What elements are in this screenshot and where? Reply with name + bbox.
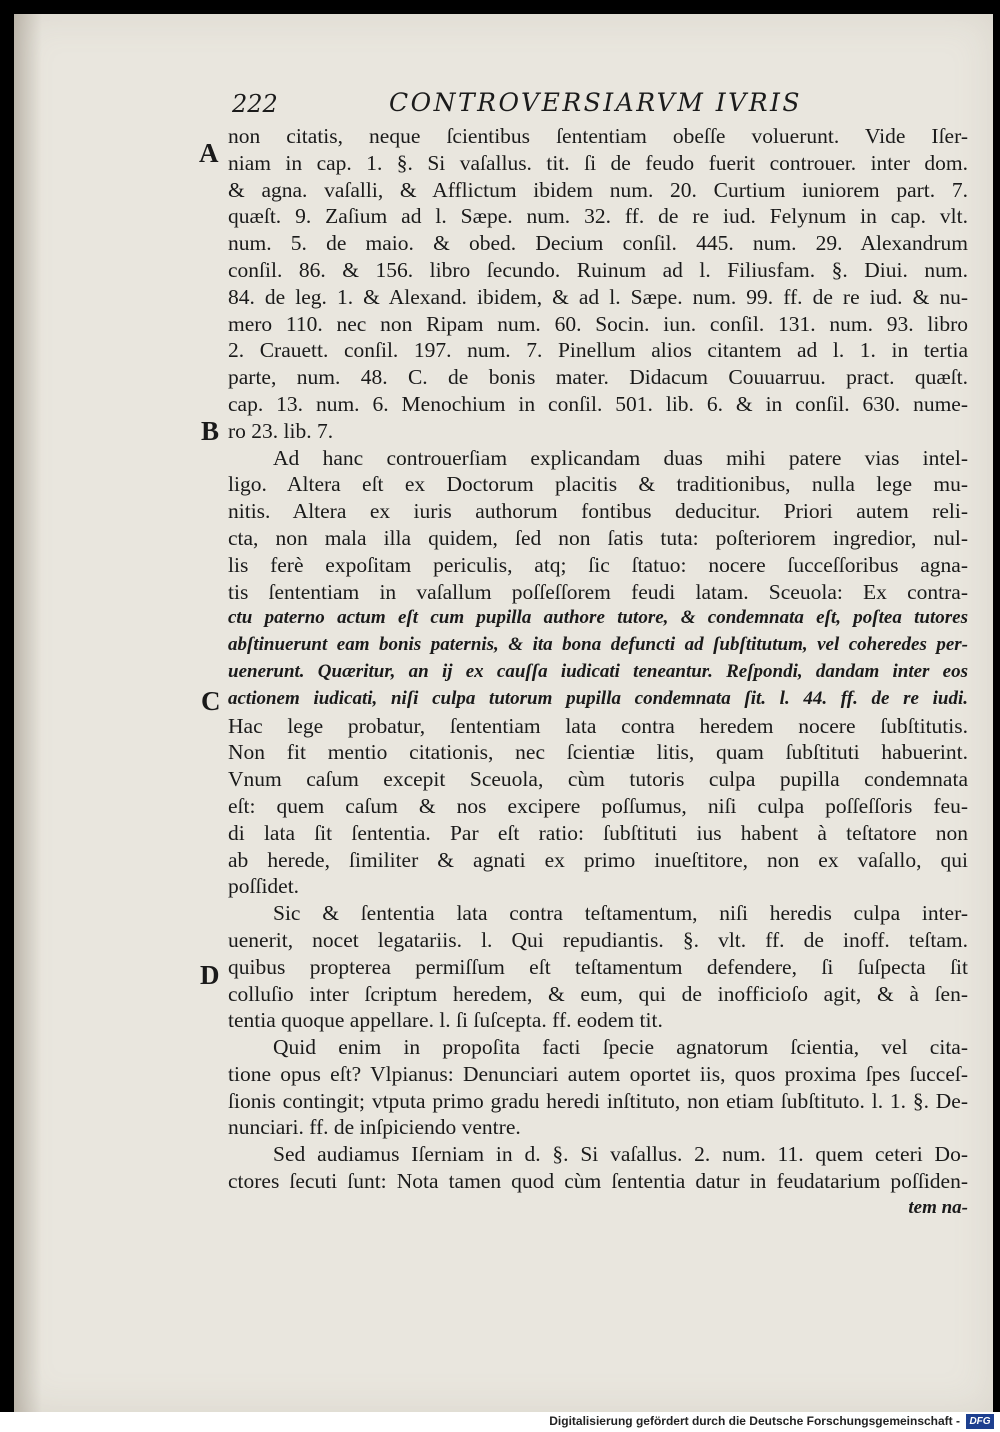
- text-line: parte, num. 48. C. de bonis mater. Didacum Couuarruu. pract. quæſt.: [228, 365, 968, 390]
- text-line: 2. Crauett. conſil. 197. num. 7. Pinellum alios citantem ad l. 1. in tertia: [228, 338, 968, 363]
- running-title: CONTROVERSIARVM IVRIS: [389, 88, 803, 117]
- text-line-italic: uenerunt. Quæritur, an ij ex cauſſa iudicati teneantur. Reſpondi, dandam inter eos: [228, 660, 968, 682]
- text-line: ab herede, ſimiliter & agnati ex primo inueſtitore, non ex vaſallo, qui: [228, 847, 968, 872]
- footer-bar: [0, 1412, 1000, 1432]
- text-line: nitis. Altera ex iuris authorum fontibus deducitur. Priori autem reli-: [228, 499, 968, 524]
- body-text: [228, 123, 968, 1222]
- text-line: Sic & ſententia lata contra teſtamentum, niſi heredis culpa inter-: [273, 901, 968, 926]
- text-line: eſt: quem caſum & nos excipere poſſumus, niſi culpa poſſeſſoris feu-: [228, 793, 968, 818]
- margin-letter-d: D: [200, 960, 220, 990]
- text-line: Ad hanc controuerſiam explicandam duas mihi patere vias intel-: [273, 445, 968, 470]
- text-line: quæſt. 9. Zaſium ad l. Sæpe. num. 32. ff. de re iud. Felynum in cap. vlt.: [228, 204, 968, 229]
- text-line: non citatis, neque ſcientibus ſententiam obeſſe voluerunt. Vide Iſer-: [228, 124, 968, 148]
- text-line: cta, non mala illa quidem, ſed non ſatis tuta: poſteriorem ingredior, nul-: [228, 525, 968, 550]
- text-line: ro 23. lib. 7.: [228, 418, 334, 443]
- catchword: tem na-: [908, 1196, 968, 1218]
- page-number: 222: [232, 90, 278, 118]
- margin-letter-b: B: [201, 416, 220, 446]
- digitization-credit: Digitalisierung gefördert durch die Deutsche Forschungsgemeinschaft -: [549, 1414, 960, 1428]
- text-line: tione opus eſt? Vlpianus: Denunciari autem oportet iis, quos proxima ſpes ſucceſ-: [228, 1061, 968, 1086]
- text-line: Quid enim in propoſita facti ſpecie agnatorum ſcientia, vel cita-: [273, 1035, 968, 1060]
- text-line: & agna. vaſalli, & Afflictum ibidem num. 20. Curtium iuniorem part. 7.: [228, 177, 968, 202]
- text-line: nunciari. ff. de inſpiciendo ventre.: [228, 1115, 521, 1140]
- margin-letter-a: A: [199, 138, 219, 168]
- text-line: Non fit mentio citationis, nec ſcientiæ litis, quam ſubſtituti habuerint.: [228, 740, 968, 765]
- text-line: colluſio inter ſcriptum heredem, & eum, qui de inofficioſo agit, & à ſen-: [228, 981, 968, 1006]
- scanned-page: [14, 14, 993, 1412]
- dfg-logo: DFG: [966, 1414, 994, 1429]
- text-line-italic: ctu paterno actum eſt cum pupilla authore tutore, & condemnata eſt, poſtea tutores: [228, 607, 968, 629]
- text-line: tentia quoque appellare. l. ſi ſuſcepta. ff. eodem tit.: [228, 1008, 663, 1033]
- text-line-italic: abſtinuerunt eam bonis paternis, & ita bona defuncti ad ſubſtitutum, vel coheredes per-: [228, 634, 968, 656]
- text-line: Vnum caſum excepit Sceuola, cùm tutoris culpa pupilla condemnata: [228, 767, 968, 792]
- text-line: Sed audiamus Iſerniam in d. §. Si vaſallus. 2. num. 11. quem ceteri Do-: [273, 1142, 968, 1167]
- text-line: poſſidet.: [228, 874, 300, 899]
- text-line: num. 5. de maio. & obed. Decium conſil. 445. num. 29. Alexandrum: [228, 231, 968, 256]
- text-line: mero 110. nec non Ripam num. 60. Socin. iun. conſil. 131. num. 93. libro: [228, 311, 968, 336]
- text-line: conſil. 86. & 156. libro ſecundo. Ruinum ad l. Filiusfam. §. Diui. num.: [228, 257, 968, 282]
- text-line: lis ferè expoſitam periculis, atq; ſic ſtatuo: nocere ſucceſſoribus agna-: [228, 552, 968, 577]
- text-line: ſionis contingit; vtputa primo gradu heredi inſtituto, non etiam ſubſtituto. l. 1. §. De-: [228, 1088, 968, 1113]
- text-line: uenerit, nocet legatariis. l. Qui repudiantis. §. vlt. ff. de inoff. teſtam.: [228, 927, 968, 952]
- text-line: tis ſententiam in vaſallum poſſeſſorem feudi latam. Sceuola: Ex contra-: [228, 579, 968, 604]
- text-line: Hac lege probatur, ſententiam lata contra heredem nocere ſubſtitutis.: [228, 713, 968, 738]
- page-header: [14, 82, 993, 122]
- text-line: di lata ſit ſententia. Par eſt ratio: ſubſtituti ius habent à teſtatore non: [228, 820, 968, 845]
- margin-letter-c: C: [201, 686, 221, 716]
- text-line: cap. 13. num. 6. Menochium in conſil. 501. lib. 6. & in conſil. 630. nume-: [228, 391, 968, 416]
- text-line-italic: actionem iudicati, niſi culpa tutorum pupilla condemnata ſit. l. 44. ff. de re iudi.: [228, 687, 968, 709]
- text-line: 84. de leg. 1. & Alexand. ibidem, & ad l. Sæpe. num. 99. ff. de re iud. & nu-: [228, 284, 968, 309]
- text-line: ligo. Altera eſt ex Doctorum placitis & traditionibus, nulla lege mu-: [228, 472, 968, 497]
- text-line: ctores ſecuti ſunt: Nota tamen quod cùm ſententia datur in feudatarium poſſiden-: [228, 1169, 968, 1194]
- text-line: niam in cap. 1. §. Si vaſallus. tit. ſi de feudo fuerit controuer. inter dom.: [228, 150, 968, 175]
- text-line: quibus propterea permiſſum eſt teſtamentum defendere, ſi ſuſpecta ſit: [228, 954, 968, 979]
